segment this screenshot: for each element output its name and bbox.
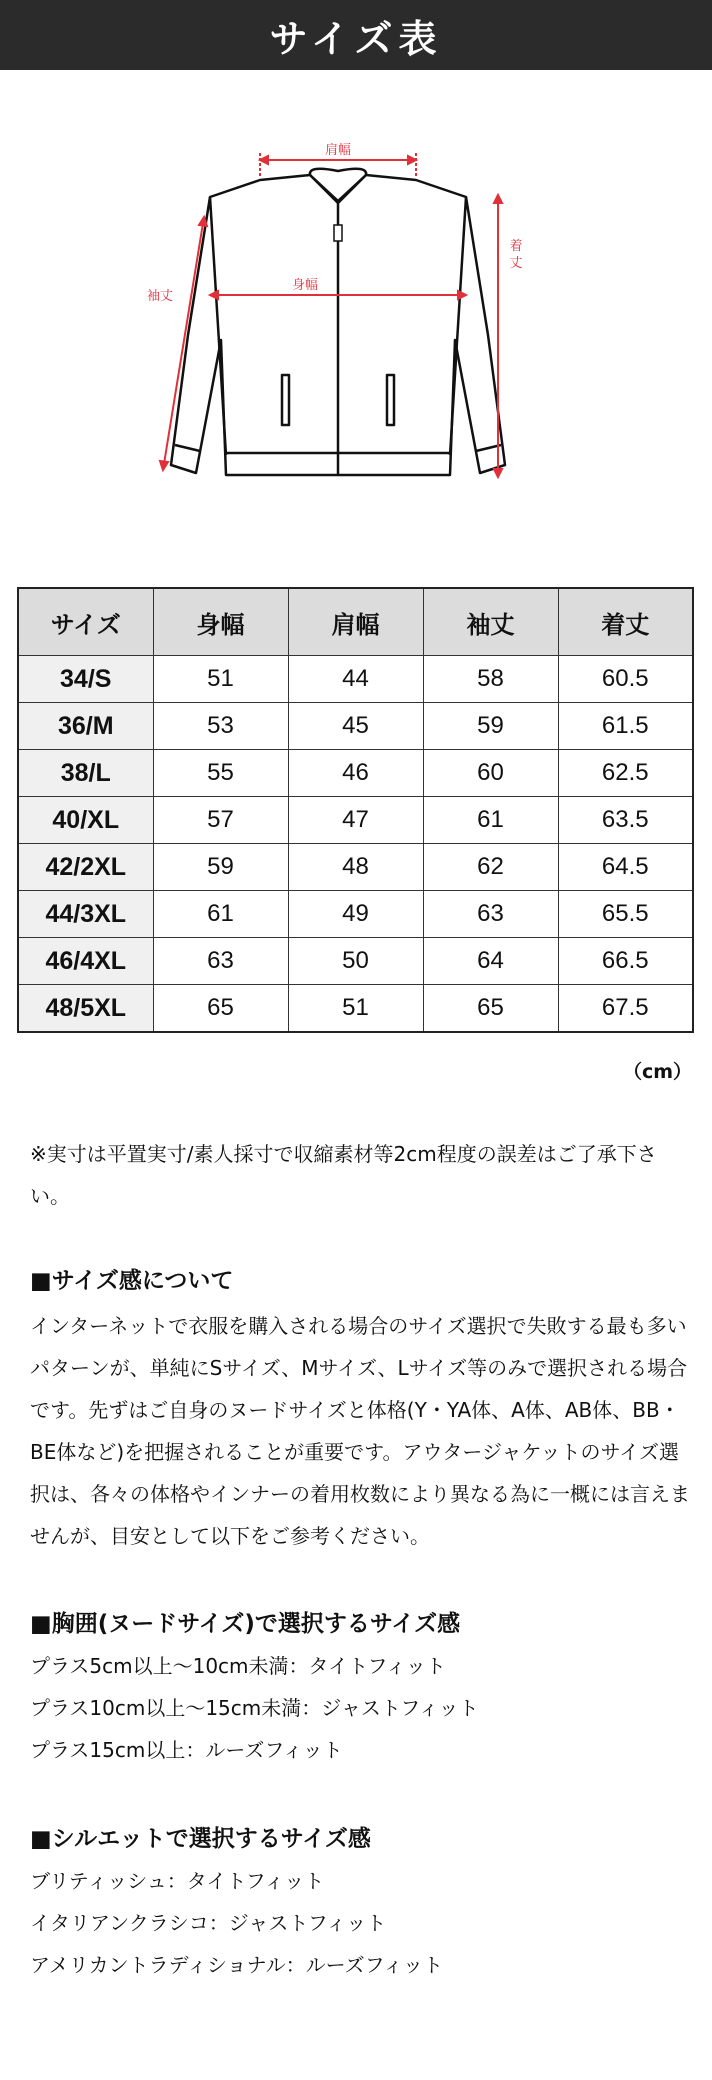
size-cell: 34/S — [18, 656, 153, 703]
table-header-row — [18, 588, 693, 656]
size-cell: 38/L — [18, 750, 153, 797]
jacket-diagram — [130, 135, 550, 510]
size-cell: 36/M — [18, 703, 153, 750]
chest-list — [30, 1645, 479, 1771]
fit-feel-body: インターネットで衣服を購入される場合のサイズ選択で失敗する最も多いパターンが、単純にSサイズ、Mサイズ、Lサイズ等のみで選択される場合です。先ずはご自身のヌードサイズと体格(Y・YA体、A体、AB体、BB・BE体など)を把握されることが重要です。アウタージャケットのサイズ選択は、各々の体格やインナーの着用枚数により異なる為に一概には言えませんが、目安として以下をご参考ください。 — [30, 1314, 690, 1548]
jacket-outline — [171, 169, 505, 475]
size-cell: 42/2XL — [18, 844, 153, 891]
table-row — [18, 844, 693, 891]
table-row — [18, 938, 693, 985]
list-item: プラス15cm以上：ルーズフィット — [30, 1738, 343, 1762]
sleeve-cell: 65 — [423, 985, 558, 1033]
length-cell: 60.5 — [558, 656, 693, 703]
shoulder-cell: 45 — [288, 703, 423, 750]
measurement-note: ※実寸は平置実寸/素人採寸で収縮素材等2cm程度の誤差はご了承下さい。 — [30, 1142, 657, 1208]
length-cell: 64.5 — [558, 844, 693, 891]
header-sleeve: 袖丈 — [423, 588, 558, 656]
length-cell: 61.5 — [558, 703, 693, 750]
sleeve-cell: 64 — [423, 938, 558, 985]
length-cell: 65.5 — [558, 891, 693, 938]
shoulder-cell: 51 — [288, 985, 423, 1033]
body-width-label: 身幅 — [291, 278, 319, 293]
shoulder-label: 肩幅 — [324, 143, 352, 158]
silhouette-section-title: ■シルエットで選択するサイズ感 — [30, 1826, 371, 1852]
page-title: サイズ表 — [269, 15, 443, 61]
body-width-cell: 53 — [153, 703, 288, 750]
silhouette-list — [30, 1860, 443, 1986]
shoulder-cell: 49 — [288, 891, 423, 938]
table-row — [18, 703, 693, 750]
shoulder-cell: 46 — [288, 750, 423, 797]
table-row — [18, 985, 693, 1033]
sleeve-cell: 60 — [423, 750, 558, 797]
list-item: イタリアンクラシコ：ジャストフィット — [30, 1911, 387, 1935]
size-cell: 48/5XL — [18, 985, 153, 1033]
size-cell: 44/3XL — [18, 891, 153, 938]
body-width-cell: 61 — [153, 891, 288, 938]
sleeve-cell: 62 — [423, 844, 558, 891]
shoulder-cell: 44 — [288, 656, 423, 703]
body-width-cell: 55 — [153, 750, 288, 797]
header-shoulder: 肩幅 — [288, 588, 423, 656]
page-header — [0, 0, 712, 70]
list-item: プラス5cm以上～10cm未満：タイトフィット — [30, 1654, 446, 1678]
body-width-cell: 63 — [153, 938, 288, 985]
sleeve-label: 袖丈 — [146, 289, 174, 304]
body-width-cell: 51 — [153, 656, 288, 703]
header-size: サイズ — [18, 588, 153, 656]
size-table-wrapper — [17, 587, 694, 1033]
table-row — [18, 797, 693, 844]
list-item: ブリティッシュ：タイトフィット — [30, 1869, 325, 1893]
table-row — [18, 891, 693, 938]
sleeve-cell: 59 — [423, 703, 558, 750]
unit-label: （cm） — [622, 1061, 692, 1083]
sleeve-cell: 58 — [423, 656, 558, 703]
shoulder-cell: 48 — [288, 844, 423, 891]
length-cell: 62.5 — [558, 750, 693, 797]
list-item: プラス10cm以上～15cm未満：ジャストフィット — [30, 1696, 479, 1720]
length-cell: 66.5 — [558, 938, 693, 985]
size-table — [17, 587, 694, 1033]
body-width-cell: 59 — [153, 844, 288, 891]
chest-section-title: ■胸囲(ヌードサイズ)で選択するサイズ感 — [30, 1611, 461, 1637]
sleeve-cell: 61 — [423, 797, 558, 844]
size-cell: 46/4XL — [18, 938, 153, 985]
table-row — [18, 656, 693, 703]
list-item: アメリカントラディショナル：ルーズフィット — [30, 1953, 443, 1977]
length-cell: 67.5 — [558, 985, 693, 1033]
shoulder-cell: 50 — [288, 938, 423, 985]
size-cell: 40/XL — [18, 797, 153, 844]
body-width-cell: 65 — [153, 985, 288, 1033]
header-length: 着丈 — [558, 588, 693, 656]
header-body-width: 身幅 — [153, 588, 288, 656]
zipper-pull — [334, 225, 342, 241]
body-width-cell: 57 — [153, 797, 288, 844]
length-cell: 63.5 — [558, 797, 693, 844]
table-row — [18, 750, 693, 797]
sleeve-cell: 63 — [423, 891, 558, 938]
shoulder-cell: 47 — [288, 797, 423, 844]
length-label: 着丈 — [509, 239, 523, 271]
fit-feel-title: ■サイズ感について — [30, 1268, 234, 1294]
